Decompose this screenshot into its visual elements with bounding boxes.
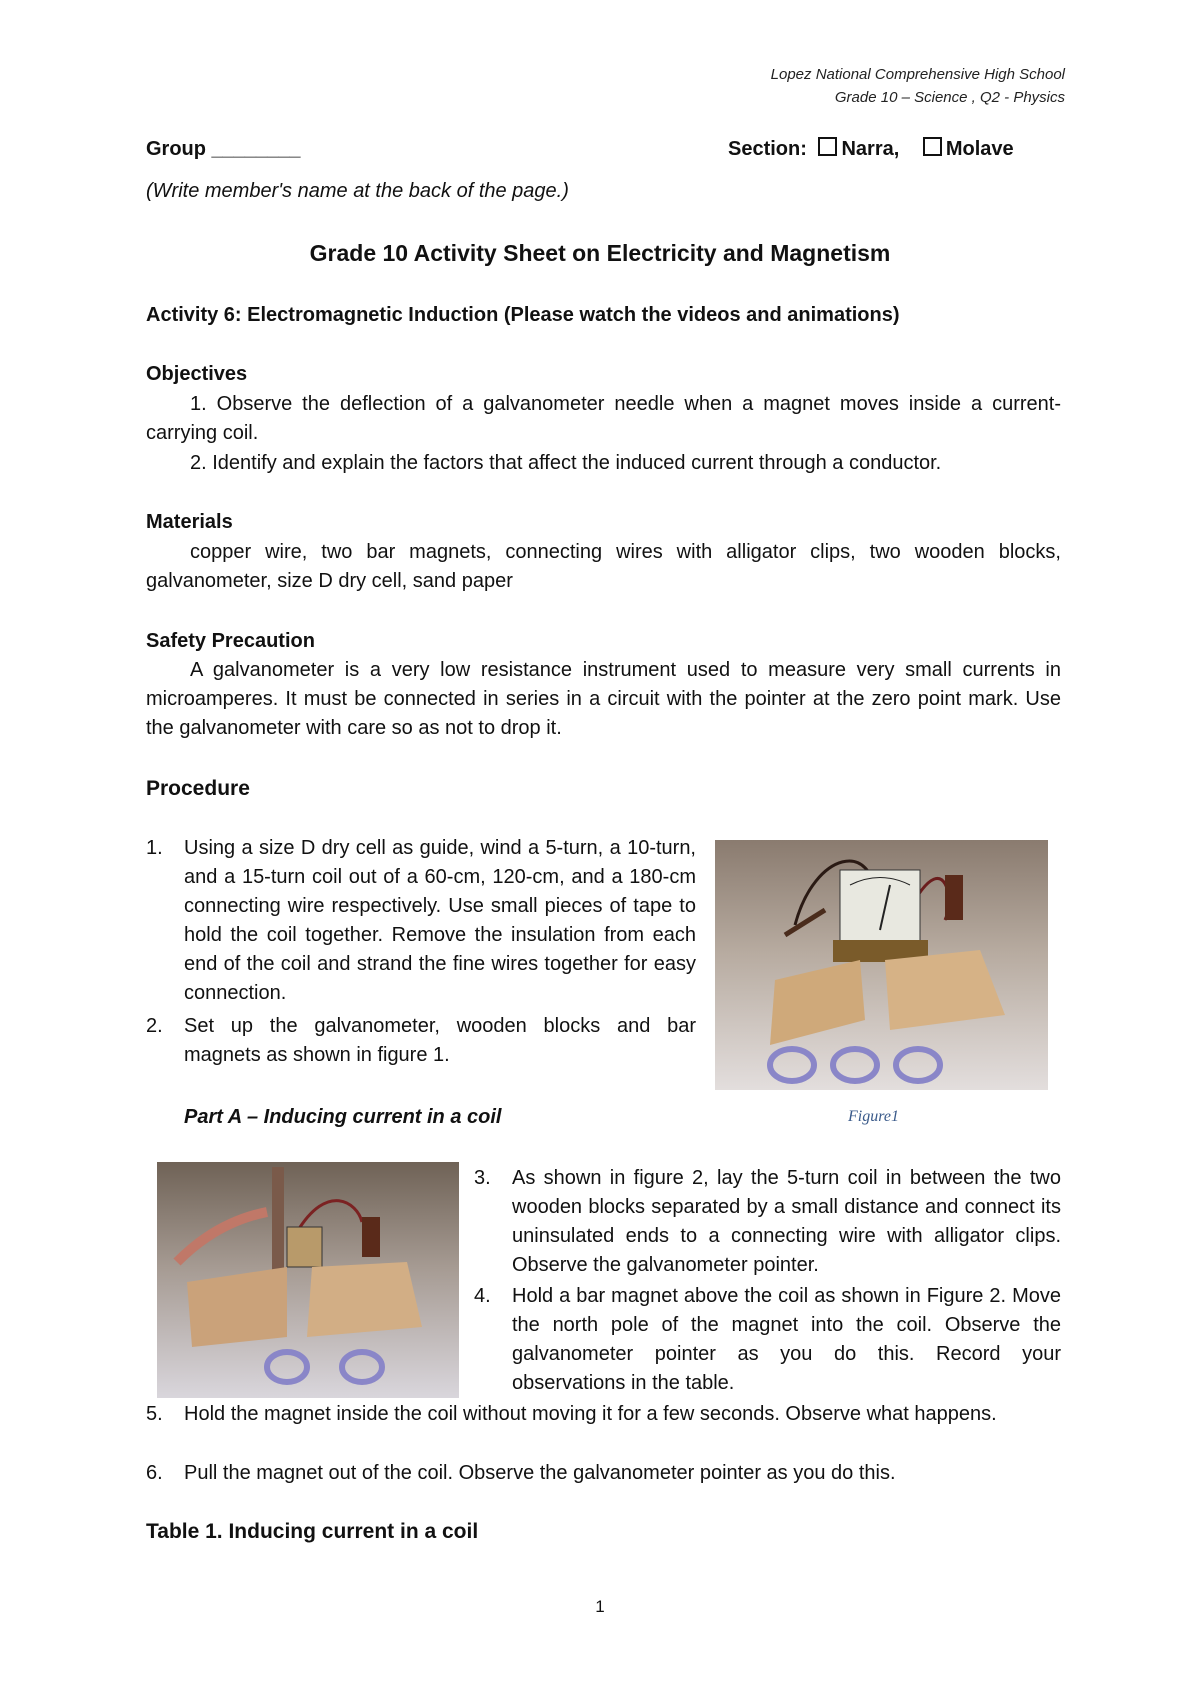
procedure-step-5 (146, 1400, 1061, 1429)
step-text: Hold a bar magnet above the coil as shown in Figure 2. Move the north pole of the magnet into the coil. Observe the galvanometer pointer as you do this. Record your observations in the table. (512, 1285, 1061, 1394)
section-label: Section: (728, 138, 807, 160)
magnet-coil-image (157, 1162, 459, 1398)
figure-1-photo (715, 840, 1048, 1090)
procedure-step-6 (146, 1459, 1061, 1488)
objective-2: 2. Identify and explain the factors that affect the induced current through a conductor. (190, 452, 942, 474)
narra-checkbox[interactable] (818, 137, 837, 156)
narra-label: Narra, (841, 138, 900, 160)
procedure-step-3 (474, 1164, 1061, 1280)
step-number: 2. (146, 1015, 163, 1037)
safety-heading: Safety Precaution (146, 630, 315, 652)
molave-checkbox[interactable] (923, 137, 942, 156)
table-heading: Table 1. Inducing current in a coil (146, 1520, 479, 1543)
objective-1: 1. Observe the deflection of a galvanometer needle when a magnet moves inside a current-carrying coil. (146, 393, 1061, 444)
group-label: Group ________ (146, 138, 301, 160)
procedure-step-2 (146, 1012, 696, 1070)
section-field (728, 135, 1014, 164)
school-name: Lopez National Comprehensive High School (770, 66, 1065, 83)
galvanometer-setup-image (715, 840, 1048, 1090)
activity-title: Activity 6: Electromagnetic Induction (Please watch the videos and animations) (146, 304, 900, 326)
group-note: (Write member's name at the back of the page.) (146, 180, 569, 202)
molave-label: Molave (945, 138, 1014, 160)
step-number: 4. (474, 1285, 491, 1307)
grade-line: Grade 10 – Science , Q2 - Physics (834, 89, 1065, 106)
figure-2-photo (157, 1162, 459, 1398)
step-text: Set up the galvanometer, wooden blocks and bar magnets as shown in figure 1. (184, 1015, 696, 1066)
step-number: 5. (146, 1403, 163, 1425)
materials-text: copper wire, two bar magnets, connecting wires with alligator clips, two wooden blocks, galvanometer, size D dry cell, sand paper (146, 541, 1061, 592)
step-text: As shown in figure 2, lay the 5-turn coil in between the two wooden blocks separated by a small distance and connect its uninsulated ends to a connecting wire with alligator clips. Observe the galvanometer pointer. (512, 1167, 1061, 1276)
procedure-step-4 (474, 1282, 1061, 1398)
step-number: 3. (474, 1167, 491, 1189)
figure-1-caption: Figure1 (848, 1108, 899, 1125)
objectives-heading: Objectives (146, 363, 248, 385)
step-text: Pull the magnet out of the coil. Observe the galvanometer pointer as you do this. (184, 1462, 896, 1484)
procedure-step-1 (146, 834, 696, 1008)
safety-text: A galvanometer is a very low resistance instrument used to measure very small currents in microamperes. It must be connected in series in a circuit with the pointer at the zero point mark. Use the galvanometer with care so as not to drop it. (146, 659, 1061, 739)
step-number: 1. (146, 837, 163, 859)
page-number: 1 (595, 1597, 605, 1616)
materials-heading: Materials (146, 511, 233, 533)
step-text: Using a size D dry cell as guide, wind a 5-turn, a 10-turn, and a 15-turn coil out of a 60-cm, 120-cm, and a 180-cm connecting wire respectively. Use small pieces of tape to hold the coil together. Remove the insulation from each end of the coil and strand the fine wires together for easy connection. (184, 837, 696, 1004)
part-a-heading: Part A – Inducing current in a coil (184, 1106, 502, 1128)
page-title: Grade 10 Activity Sheet on Electricity and Magnetism (309, 240, 891, 266)
step-number: 6. (146, 1462, 163, 1484)
procedure-heading: Procedure (146, 777, 250, 800)
step-text: Hold the magnet inside the coil without moving it for a few seconds. Observe what happens. (184, 1403, 997, 1425)
